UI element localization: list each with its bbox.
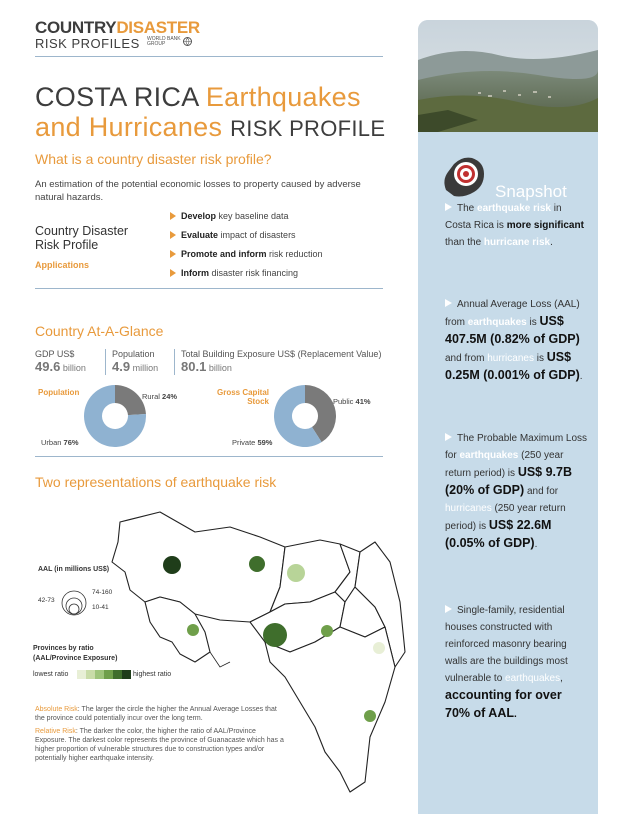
gdp-stat: GDP US$ 49.6 billion — [35, 349, 86, 374]
applications-label: Country Disaster Risk Profile — [35, 224, 129, 252]
section-heading-map: Two representations of earthquake risk — [35, 474, 277, 490]
lowest-ratio-label: lowest ratio — [33, 671, 69, 678]
applications-list — [170, 211, 323, 287]
capital-pie-title: Gross Capital Stock — [216, 388, 269, 406]
list-item: Inform disaster risk financing — [170, 268, 323, 287]
population-pie-chart — [84, 385, 146, 447]
snapshot-panel — [418, 20, 598, 814]
ratio-swatch — [95, 670, 104, 679]
list-item: Develop key baseline data — [170, 211, 323, 230]
snapshot-point-2: Annual Average Loss (AAL) from earthquakes is US$ 407.5M (0.82% of GDP) and from hurricanes is US$ 0.25M (0.001% of GDP). — [445, 299, 583, 382]
ratio-swatch — [77, 670, 86, 679]
triangle-icon — [445, 605, 452, 613]
public-label: Public 41% — [333, 397, 371, 406]
triangle-icon — [170, 250, 176, 258]
urban-label: Urban 76% — [41, 438, 79, 447]
triangle-icon — [445, 433, 452, 441]
divider — [35, 288, 383, 289]
limon-circle — [373, 642, 385, 654]
aal-legend-title: AAL (in millions US$) — [38, 566, 110, 573]
aal-legend-label: 74-160 — [92, 589, 113, 596]
triangle-icon — [170, 212, 176, 220]
aal-legend-label: 10-41 — [92, 604, 109, 611]
triangle-icon — [170, 231, 176, 239]
section-heading-glance: Country At-A-Glance — [35, 323, 164, 339]
world-bank-logo: WORLD BANK GROUP — [147, 36, 181, 47]
applications-sub: Applications — [35, 260, 90, 270]
section-heading-what-is: What is a country disaster risk profile? — [35, 151, 272, 167]
brand-title: COUNTRYDISASTER — [35, 18, 200, 37]
divider — [105, 349, 106, 375]
cartago-circle — [321, 625, 333, 637]
absolute-risk-note: Absolute Risk: The larger the circle the higher the Annual Average Losses that the province could potentially incur over the long term. — [35, 706, 277, 722]
triangle-icon — [170, 269, 176, 277]
san-jose-circle — [263, 623, 287, 647]
ratio-legend-title: Provinces by ratio (AAL/Province Exposure) — [33, 645, 118, 662]
exposure-stat: Total Building Exposure US$ (Replacement Value) 80.1 billion — [181, 349, 382, 374]
divider — [35, 56, 383, 57]
list-item: Evaluate impact of disasters — [170, 230, 323, 249]
alajuela-circle — [249, 556, 265, 572]
population-stat: Population 4.9 million — [112, 349, 159, 374]
rural-label: Rural 24% — [142, 392, 178, 401]
list-item: Promote and inform risk reduction — [170, 249, 323, 268]
private-label: Private 59% — [232, 438, 273, 447]
snapshot-point-1: The earthquake risk in Costa Rica is more significant than the hurricane risk. — [445, 203, 584, 248]
ratio-swatch — [86, 670, 95, 679]
puntarenas-south-circle — [364, 710, 376, 722]
aal-legend-label: 42-73 — [38, 597, 55, 604]
relative-risk-note: Relative Risk: The darker the color, the higher the ratio of AAL/Province Exposure. The darkest color represents the province of Guanacaste which has a higher proportion of vulnerable structures due to construction types and/or potentially higher earthquake intensity. — [35, 728, 284, 762]
aal-circle-legend — [60, 588, 90, 618]
snapshot-point-3: The Probable Maximum Loss for earthquakes (250 year return period) is US$ 9.7B (20% of GDP) and for hurricanes (250 year return period) is US$ 22.6M (0.05% of GDP). — [445, 433, 588, 550]
guanacaste-circle — [163, 556, 181, 574]
highest-ratio-label: highest ratio — [133, 671, 172, 678]
costa-rica-province-map — [100, 492, 410, 814]
divider — [174, 349, 175, 375]
divider — [35, 456, 383, 457]
what-is-body: An estimation of the potential economic losses to property caused by adverse natural hazards. — [35, 179, 361, 203]
triangle-icon — [445, 299, 452, 307]
triangle-icon — [445, 203, 452, 211]
brand-subtitle: RISK PROFILES — [35, 36, 140, 51]
heredia-circle — [287, 564, 305, 582]
snapshot-point-4: Single-family, residential houses constructed with reinforced masonry bearing walls are the buildings most vulnerable to earthquakes, accounting for over 70% of AAL. — [445, 605, 568, 720]
landscape-photo — [418, 20, 598, 132]
puntarenas-north-circle — [187, 624, 199, 636]
population-pie-title: Population — [38, 388, 80, 397]
ratio-swatch — [113, 670, 122, 679]
snapshot-title: Snapshot — [495, 182, 567, 201]
page-title: COSTA RICA Earthquakes and Hurricanes RISK PROFILE — [35, 82, 386, 142]
ratio-swatch — [104, 670, 113, 679]
world-bank-globe-icon — [183, 37, 192, 46]
ratio-swatch — [122, 670, 131, 679]
capital-pie-chart — [274, 385, 336, 447]
snapshot-target-icon — [440, 150, 492, 202]
ratio-color-scale — [77, 670, 131, 679]
